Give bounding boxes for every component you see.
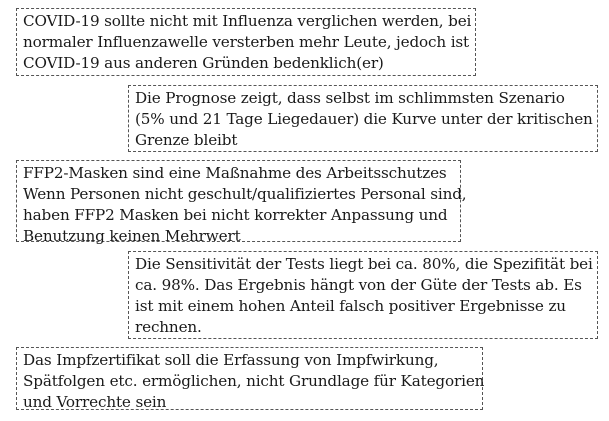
note-line: Das Impfzertifikat soll die Erfassung von Impfwirkung, (23, 351, 439, 369)
note-ffp2-masks (16, 160, 467, 245)
note-line: Grenze bleibt (135, 131, 238, 149)
note-line: COVID-19 sollte nicht mit Influenza verglichen werden, bei (23, 12, 472, 30)
note-line: Die Sensitivität der Tests liegt bei ca. 80%, die Spezifität bei (135, 255, 593, 273)
note-vaccination-certificate (16, 347, 483, 410)
note-test-sensitivity (128, 251, 598, 339)
note-line: Die Prognose zeigt, dass selbst im schlimmsten Szenario (135, 89, 565, 107)
note-line: FFP2-Masken sind eine Maßnahme des Arbeitsschutzes (23, 164, 447, 182)
note-line: Wenn Personen nicht geschult/qualifiziertes Personal sind, (23, 185, 467, 203)
note-line: COVID-19 aus anderen Gründen bedenklich(er) (23, 54, 384, 72)
note-line: rechnen. (135, 318, 202, 336)
note-line: (5% und 21 Tage Liegedauer) die Kurve unter der kritischen (135, 110, 593, 128)
note-line: Benutzung keinen Mehrwert (23, 227, 241, 245)
note-line: ca. 98%. Das Ergebnis hängt von der Güte der Tests ab. Es (135, 276, 582, 294)
note-prognosis (128, 85, 598, 152)
note-covid-influenza (16, 8, 476, 76)
note-line: ist mit einem hohen Anteil falsch positiver Ergebnisse zu (135, 297, 566, 315)
note-line: normaler Influenzawelle versterben mehr Leute, jedoch ist (23, 33, 469, 51)
note-line: haben FFP2 Masken bei nicht korrekter Anpassung und (23, 206, 448, 224)
note-line: und Vorrechte sein (23, 393, 167, 411)
note-line: Spätfolgen etc. ermöglichen, nicht Grundlage für Kategorien (23, 372, 485, 390)
